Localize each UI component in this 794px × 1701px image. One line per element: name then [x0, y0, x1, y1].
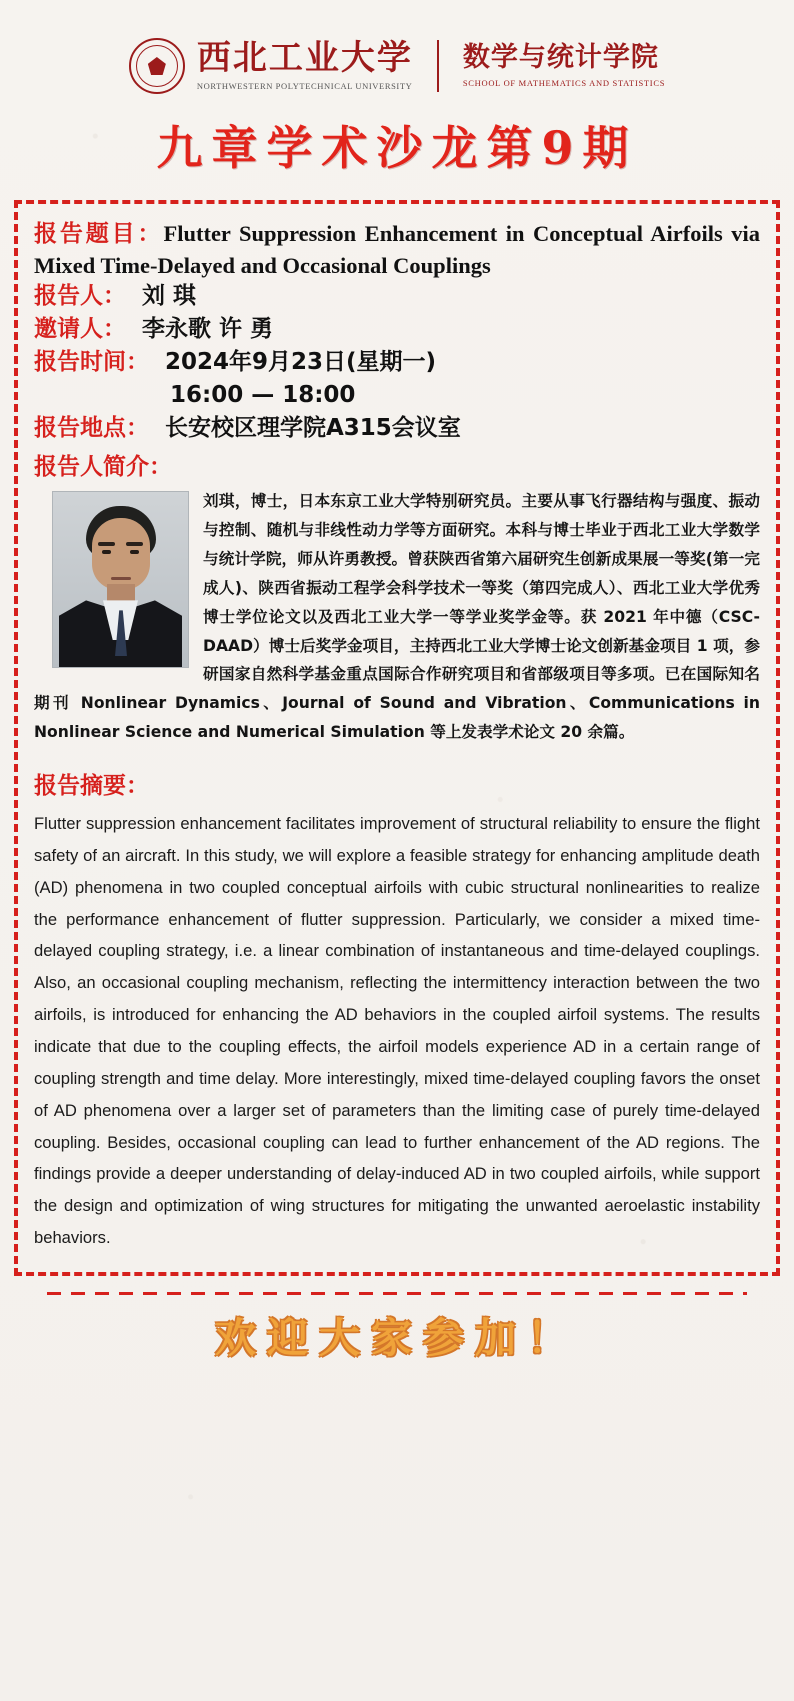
inviter-row — [34, 314, 760, 345]
time-row-second — [34, 380, 760, 411]
content-box — [14, 200, 780, 1276]
bio-body — [34, 487, 760, 747]
abstract-text: Flutter suppression enhancement facilitates improvement of structural reliability to ensure the flight safety of an aircraft. In this study, we will explore a feasible strategy for enhancing amplitude death (AD) phenomena in two coupled conceptual airfoils with cubic structural nonlinearities to realize the performance enhancement of flutter suppression. Particularly, we consider a mixed time-delayed coupling strategy, i.e. a linear combination of instantaneous and time-delayed couplings. Also, an occasional coupling mechanism, reflecting the intermittency interaction between the two airfoils, is introduced for enhancing the AD behaviors in the coupled airfoil systems. The results indicate that due to the coupling effects, the airfoil models experience AD in a certain range of coupling strength and time delay. More interestingly, mixed time-delayed coupling favors the onset of AD phenomena over a larger set of parameters than the limiting case of purely time-delayed coupling. Besides, occasional coupling can lead to further enhancement of the AD regions. The findings provide a deeper understanding of delay-induced AD in two coupled airfoils, while support the design and optimization of wing structures for mitigating the unwanted aeroelastic instability behaviors. — [34, 813, 760, 1248]
speaker-row — [34, 281, 760, 312]
school-name-en: SCHOOL OF MATHEMATICS AND STATISTICS — [462, 78, 666, 88]
time-label: 报告时间： — [34, 349, 149, 376]
university-name-group — [196, 38, 413, 91]
bio-text: 刘琪，博士，日本东京工业大学特别研究员。主要从事飞行器结构与强度、振动与控制、随机与非线性动力学等方面研究。本科与博士毕业于西北工业大学数学与统计学院，师从许勇教授。曾获陕西省第六届研究生创新成果展一等奖(第一完成人)、陕西省振动工程学会科学技术一等奖（第四完成人）、西北工业大学优秀博士学位论文以及西北工业大学一等学业奖学金等。获 2021 年中德（CSC-DAAD）博士后奖学金项目，主持西北工业大学博士论文创新基金项目 1 项，参研国家自然科学基金重点国际合作研究项目和省部级项目等多项。已在国际知名期刊 Nonlinear Dynamics、Journal of Sound and Vibration、Communications in Nonlinear Science and Numerical Simulation 等上发表学术论文 20 余篇。 — [34, 492, 760, 742]
logo-divider — [437, 40, 439, 92]
speaker-value: 刘 琪 — [142, 283, 197, 310]
abstract-label: 报告摘要： — [34, 772, 149, 799]
university-name-en: NORTHWESTERN POLYTECHNICAL UNIVERSITY — [196, 81, 413, 91]
topic-row — [34, 218, 760, 281]
portrait-eye-right — [130, 550, 139, 554]
university-name-cn: 西北工业大学 — [196, 38, 413, 78]
speaker-portrait-image — [52, 491, 189, 668]
place-label: 报告地点： — [34, 415, 149, 442]
topic-value: Flutter Suppression Enhancement in Conceptual Airfoils via Mixed Time-Delayed and Occasional Couplings — [34, 221, 761, 279]
school-name-cn: 数学与统计学院 — [462, 42, 659, 73]
time-value-second: 16:00 — 18:00 — [170, 382, 356, 409]
place-row — [34, 413, 760, 444]
topic-label: 报告题目： — [34, 221, 164, 247]
footer — [0, 1292, 794, 1364]
portrait-eye-left — [102, 550, 111, 554]
inviter-value: 李永歌 许 勇 — [142, 316, 274, 343]
place-value: 长安校区理学院A315会议室 — [165, 415, 461, 442]
header — [0, 0, 794, 94]
bio-label: 报告人简介： — [34, 454, 172, 481]
time-value: 2024年9月23日(星期一) — [165, 349, 437, 376]
university-seal-icon — [129, 38, 185, 94]
portrait-brow-right — [126, 542, 143, 546]
logo-block — [129, 38, 665, 94]
portrait-mouth — [111, 577, 131, 580]
inviter-label: 邀请人： — [34, 316, 126, 343]
footer-rule-top — [47, 1292, 747, 1295]
school-name-group — [463, 44, 665, 88]
portrait-brow-left — [98, 542, 115, 546]
welcome-text: 欢迎大家参加！ — [215, 1313, 579, 1362]
time-row — [34, 347, 760, 378]
speaker-label: 报告人： — [34, 283, 126, 310]
page-title: 九章学术沙龙第9期 — [156, 121, 638, 175]
